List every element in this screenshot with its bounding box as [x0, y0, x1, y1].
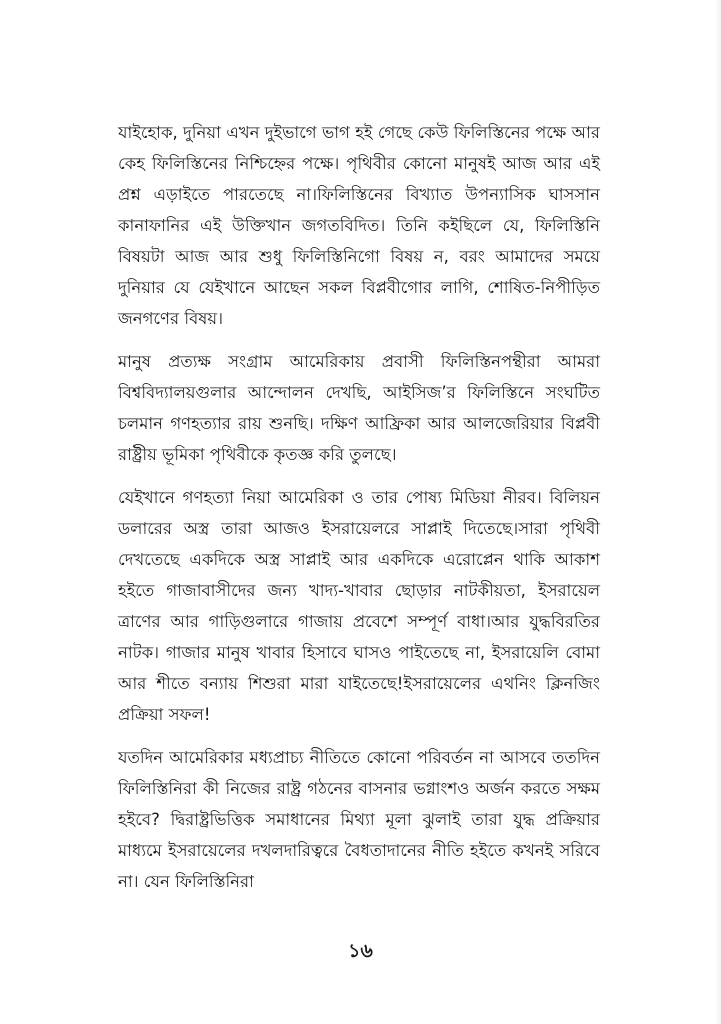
paragraph-3: যেইখানে গণহত্যা নিয়া আমেরিকা ও তার পোষ্য মিডিয়া নীরব। বিলিয়ন ডলারের অস্ত্র তারা আজও ইসরায়েলরে সাপ্লাই দিতেছে।সারা পৃথিবী দেখতেছে একদিকে অস্ত্র সাপ্লাই আর একদিকে এরোপ্লেন থাকি আকাশ হইতে গাজাবাসীদের জন্য খাদ্য-খাবার ছোড়ার নাটকীয়তা, ইসরায়েল ত্রাণের আর গাড়িগুলারে গাজায় প্রবেশে সম্পূর্ণ বাধা।আর যুদ্ধবিরতির নাটক। গাজার মানুষ খাবার হিসাবে ঘাসও পাইতেছে না, ইসরায়েলি বোমা আর শীতে বন্যায় শিশুরা মারা যাইতেছে!ইসরায়েলের এথনিং ক্লিনজিং প্রক্রিয়া সফল! [118, 488, 600, 724]
page-number: ১৬ [348, 940, 373, 962]
page-edge-shadow [715, 0, 721, 1024]
paragraph-2: মানুষ প্রত্যক্ষ সংগ্রাম আমেরিকায় প্রবাসী ফিলিস্তিনপন্থীরা আমরা বিশ্ববিদ্যালয়গুলার আন্দোলন দেখছি, আইসিজ’র ফিলিস্তিনে সংঘটিত চলমান গণহত্যার রায় শুনছি। দক্ষিণ আফ্রিকা আর আলজেরিয়ার বিপ্লবী রাষ্ট্রীয় ভূমিকা পৃথিবীকে কৃতজ্ঞ করি তুলছে। [118, 352, 600, 464]
body-text [118, 117, 600, 909]
paragraph-1: যাইহোক, দুনিয়া এখন দুইভাগে ভাগ হই গেছে কেউ ফিলিস্তিনের পক্ষে আর কেহ ফিলিস্তিনের নিশ্চিহ্নের পক্ষে। পৃথিবীর কোনো মানুষই আজ আর এই প্রশ্ন এড়াইতে পারতেছে না।ফিলিস্তিনের বিখ্যাত উপন্যাসিক ঘাসসান কানাফানির এই উক্তিখান জগতবিদিত। তিনি কইছিলে যে, ফিলিস্তিনি বিষয়টা আজ আর শুধু ফিলিস্তিনিগো বিষয় ন, বরং আমাদের সময়ে দুনিয়ার যে যেইখানে আছেন সকল বিপ্লবীগোর লাগি, শোষিত-নিপীড়িত জনগণের বিষয়। [118, 123, 600, 328]
paragraph-4: যতদিন আমেরিকার মধ্যপ্রাচ্য নীতিতে কোনো পরিবর্তন না আসবে ততদিন ফিলিস্তিনিরা কী নিজের রাষ্ট্র গঠনের বাসনার ভগ্নাংশও অর্জন করতে সক্ষম হইবে? দ্বিরাষ্ট্রভিত্তিক সমাধানের মিথ্যা মূলা ঝুলাই তারা যুদ্ধ প্রক্রিয়ার মাধ্যমে ইসরায়েলের দখলদারিত্বরে বৈধতাদানের নীতি হইতে কখনই সরিবে না। যেন ফিলিস্তিনিরা [118, 748, 600, 891]
